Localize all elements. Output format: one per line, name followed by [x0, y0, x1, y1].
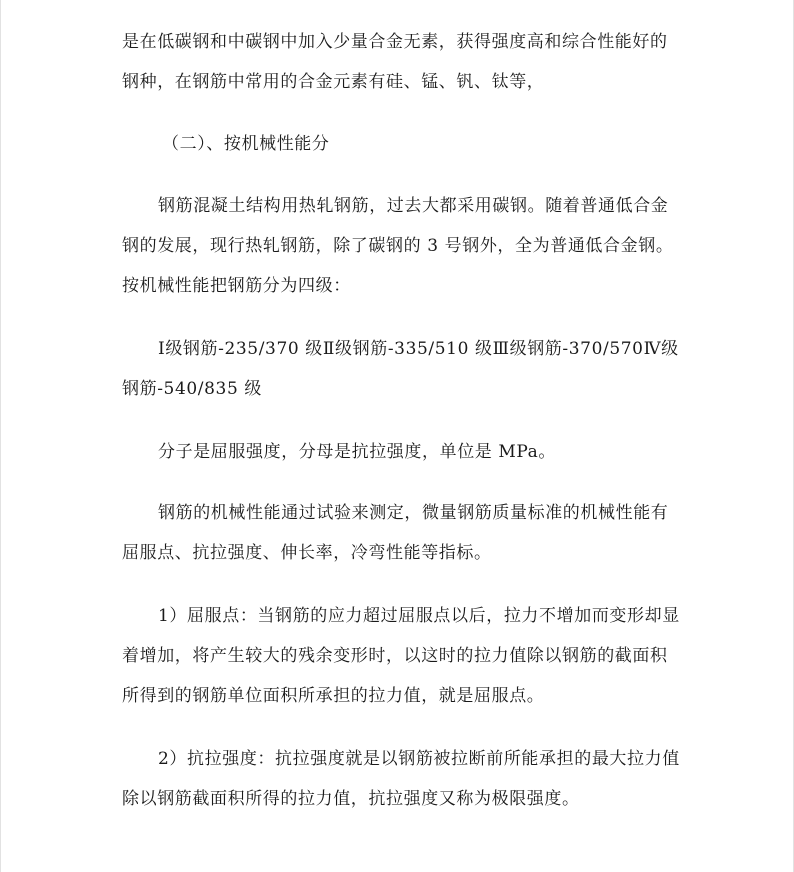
paragraph-yield-point: 1）屈服点：当钢筋的应力超过屈服点以后，拉力不增加而变形却显着增加，将产生较大的残余变形时，以这时的拉力值除以钢筋的截面积所得到的钢筋单位面积所承担的拉力值，就是屈服点。: [122, 606, 680, 706]
paragraph-hot-rolled: 钢筋混凝土结构用热轧钢筋，过去大都采用碳钢。随着普通低合金钢的发展，现行热轧钢筋，除了碳钢的 3 号钢外，全为普通低合金钢。按机械性能把钢筋分为四级：: [122, 196, 674, 296]
paragraph-alloy-steel: 是在低碳钢和中碳钢中加入少量合金无素，获得强度高和综合性能好的钢种，在钢筋中常用的合金元素有硅、锰、钒、钛等，: [122, 32, 668, 92]
page-border-left: [0, 0, 1, 872]
paragraph-mechanical-tests: 钢筋的机械性能通过试验来测定，微量钢筋质量标准的机械性能有屈服点、抗拉强度、伸长率，冷弯性能等指标。: [122, 503, 669, 563]
section-heading-mechanical: （二）、按机械性能分: [162, 134, 330, 154]
paragraph-units: 分子是屈服强度，分母是抗拉强度，单位是 MPa。: [158, 442, 557, 462]
paragraph-grades: Ⅰ级钢筋-235/370 级Ⅱ级钢筋-335/510 级Ⅲ级钢筋-370/570Ⅳ级钢筋-540/835 级: [122, 339, 679, 399]
paragraph-tensile-strength: 2）抗拉强度：抗拉强度就是以钢筋被拉断前所能承担的最大拉力值除以钢筋截面积所得的拉力值，抗拉强度又称为极限强度。: [122, 749, 680, 809]
